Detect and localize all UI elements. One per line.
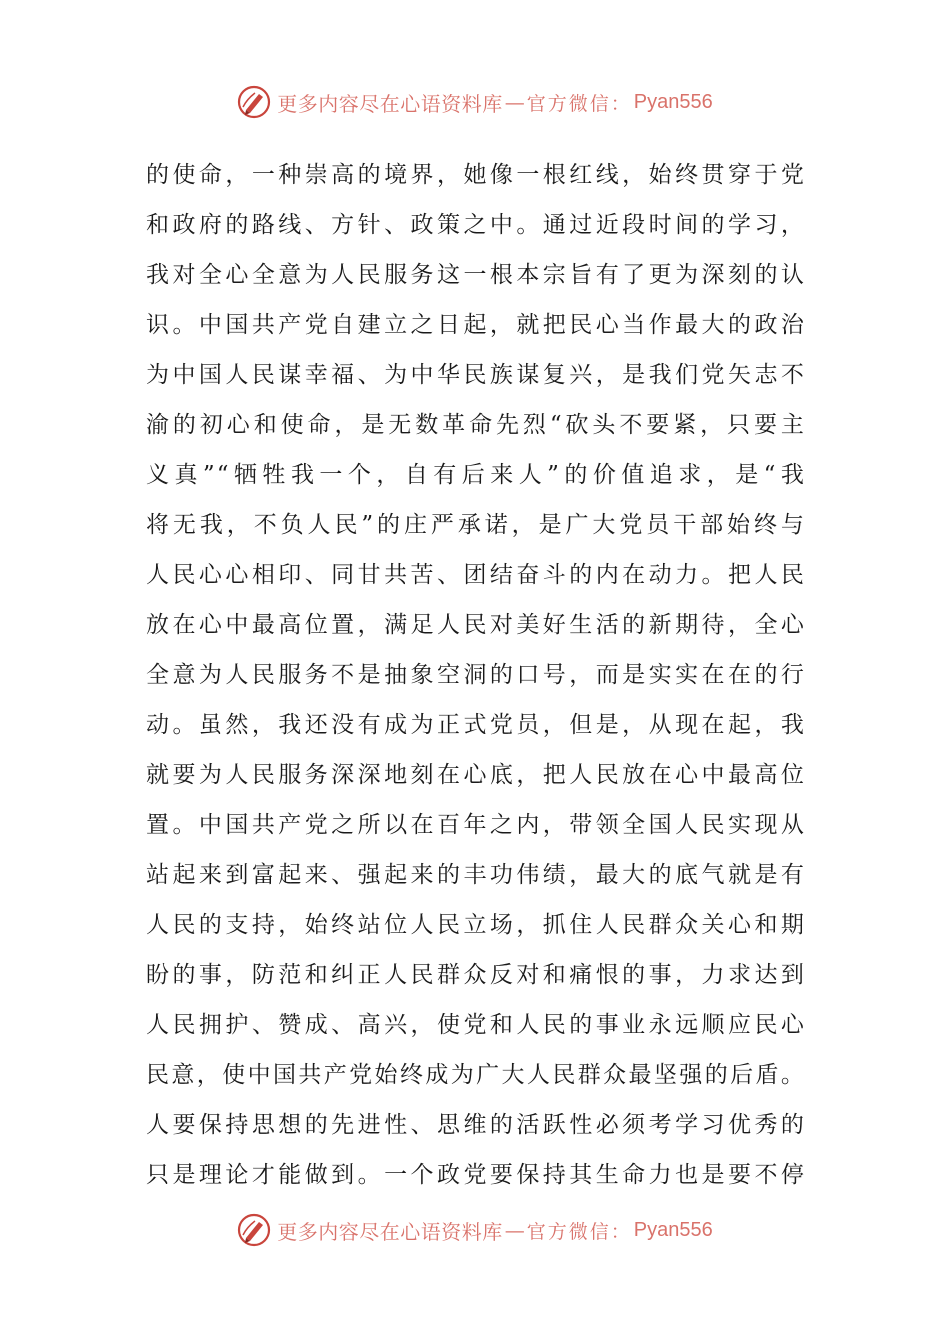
header-banner — [0, 82, 950, 122]
body-line: 识。中国共产党自建立之日起，就把民心当作最大的政治 — [146, 312, 806, 338]
body-line: 将无我，不负人民”的庄严承诺，是广大党员干部始终与 — [146, 512, 806, 538]
body-line: 人民的支持，始终站位人民立场，抓住人民群众关心和期 — [146, 912, 806, 938]
banner-brand: 更多内容尽在心语资料库 — [277, 1219, 503, 1244]
banner-wechat-label: 官方微信： — [526, 92, 632, 115]
banner-dash: — — [504, 90, 525, 114]
banner-wechat-id: Pyan556 — [633, 1218, 713, 1241]
banner-dash: — — [504, 1218, 525, 1242]
body-line: 的使命，一种崇高的境界，她像一根红线，始终贯穿于党 — [146, 162, 806, 188]
pen-logo-icon — [237, 85, 271, 119]
body-line: 渝的初心和使命，是无数革命先烈“砍头不要紧，只要主 — [146, 412, 806, 438]
body-line: 全意为人民服务不是抽象空洞的口号，而是实实在在的行 — [146, 662, 806, 688]
body-line: 置。中国共产党之所以在百年之内，带领全国人民实现从 — [146, 812, 806, 838]
body-line: 人要保持思想的先进性、思维的活跃性必须考学习优秀的 — [146, 1112, 806, 1138]
body-line: 人民心心相印、同甘共苦、团结奋斗的内在动力。把人民 — [146, 562, 806, 588]
body-line: 民意，使中国共产党始终成为广大人民群众最坚强的后盾。 — [146, 1062, 806, 1088]
body-line: 义真”“牺牲我一个，自有后来人”的价值追求，是“我 — [146, 462, 806, 488]
banner-brand: 更多内容尽在心语资料库 — [277, 91, 503, 116]
body-line: 站起来到富起来、强起来的丰功伟绩，最大的底气就是有 — [146, 862, 806, 888]
body-line: 就要为人民服务深深地刻在心底，把人民放在心中最高位 — [146, 762, 806, 788]
body-line: 放在心中最高位置，满足人民对美好生活的新期待，全心 — [146, 612, 806, 638]
footer-banner — [0, 1210, 950, 1250]
body-line: 和政府的路线、方针、政策之中。通过近段时间的学习， — [146, 212, 806, 238]
document-body — [146, 150, 806, 1200]
body-line: 动。虽然，我还没有成为正式党员，但是，从现在起，我 — [146, 712, 806, 738]
pen-logo-icon — [237, 1213, 271, 1247]
banner-wechat-label: 官方微信： — [526, 1220, 632, 1243]
banner-wechat-id: Pyan556 — [633, 90, 713, 113]
body-line: 只是理论才能做到。一个政党要保持其生命力也是要不停 — [146, 1162, 806, 1188]
body-line: 人民拥护、赞成、高兴，使党和人民的事业永远顺应民心 — [146, 1012, 806, 1038]
body-line: 盼的事，防范和纠正人民群众反对和痛恨的事，力求达到 — [146, 962, 806, 988]
body-line: 为中国人民谋幸福、为中华民族谋复兴，是我们党矢志不 — [146, 362, 806, 388]
body-line: 我对全心全意为人民服务这一根本宗旨有了更为深刻的认 — [146, 262, 806, 288]
